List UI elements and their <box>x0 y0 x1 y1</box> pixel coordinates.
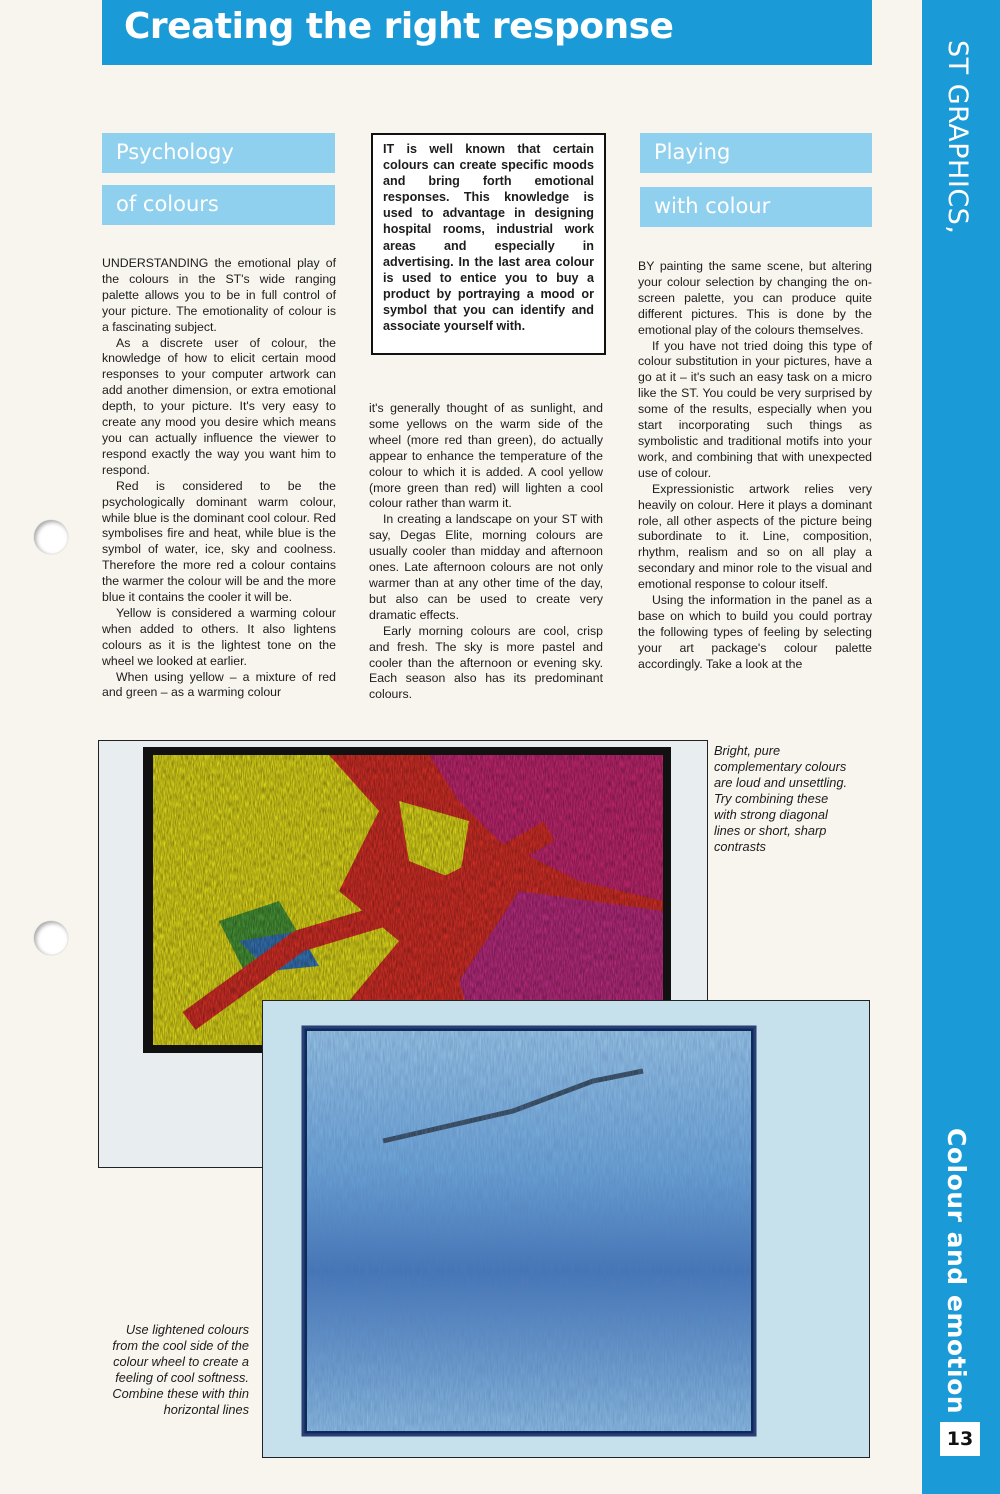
column-1 <box>102 256 336 701</box>
section-label: ST GRAPHICS, <box>942 40 973 235</box>
cool-photo <box>263 1001 871 1459</box>
col2-paragraph: In creating a landscape on your ST with say, Degas Elite, morning colours are usually cooler than midday and afternoon ones. Late afternoon colours are not only warmer than at any other time of the day, but also can be used to create very dramatic effects. <box>369 512 603 622</box>
caption-warm: Bright, pure complementary colours are loud and unsettling. Try combining these with strong diagonal lines or short, sharp contrasts <box>714 743 848 854</box>
cool-photo-frame <box>262 1000 870 1458</box>
col3-paragraph: If you have not tried doing this type of colour substitution in your pictures, have a go at it – it's such an easy task on a micro like the ST. You could be very surprised by some of the results, especially when you start incorporating such things as symbolistic and traditional motifs into your work, and combining that with unexpected use of colour. <box>638 338 872 480</box>
col3-paragraph: Using the information in the panel as a base on which to build you could portray the following types of feeling by selecting your art package's colour palette accordingly. Take a look at the <box>638 593 872 671</box>
col2-paragraph: it's generally thought of as sunlight, and some yellows on the warm side of the wheel (more red than green), do actually appear to enhance the temperature of the colour to which it is added. A cool yellow (more green than red) will lighten a cool colour rather than warm it. <box>369 401 603 511</box>
binder-hole-top <box>34 520 68 554</box>
col1-paragraph: UNDERSTANDING the emotional play of the colours in the ST's wide ranging palette allows you to be in full control of your picture. The emotionality of colour is a fascinating subject. <box>102 256 336 334</box>
right-heading-line1: Playing <box>640 133 872 173</box>
column-2 <box>369 401 603 703</box>
binder-hole-bottom <box>34 921 68 955</box>
column-3 <box>638 259 872 673</box>
col3-paragraph: BY painting the same scene, but altering your colour selection by changing the on-screen palette, you can produce quite different pictures. This is done by the emotional play of the colours themselves. <box>638 259 872 337</box>
col1-paragraph: As a discrete user of colour, the knowledge of how to elicit certain mood responses to your computer artwork can add another dimension, or extra emotional depth, to your picture. It's very easy to create any mood you desire which means you can actually influence the viewer to respond exactly the way you want him to respond. <box>102 335 336 477</box>
page-number: 13 <box>940 1422 980 1456</box>
left-heading-line1: Psychology <box>102 133 335 173</box>
col1-paragraph: Yellow is considered a warming colour when added to others. It also lightens colours as it is the lightest tone on the wheel we looked at earlier. <box>102 605 336 668</box>
topic-label: Colour and emotion <box>942 1128 971 1415</box>
col3-paragraph: Expressionistic artwork relies very heavily on colour. Here it plays a dominant role, all other aspects of the picture being subordinate to it. Line, composition, rhythm, realism and so on all play a secondary and minor role to the visual and emotional response to colour itself. <box>638 481 872 592</box>
right-heading-line2: with colour <box>640 187 872 227</box>
boxout-panel: IT is well known that certain colours can create specific moods and bring forth emotional responses. This knowledge is used to advantage in designing hospital rooms, industrial work areas and especially in advertising. In the last area colour is used to entice you to buy a product by portraying a mood or symbol that you can identify and associate yourself with. <box>371 133 606 355</box>
col1-paragraph: Red is considered to be the psychologically dominant warm colour, while blue is the dominant cool colour. Red symbolises fire and heat, while blue is the symbol of water, ice, sky and coolness. Therefore the more red a colour contains the warmer the colour will be and the more blue it contains the cooler it will be. <box>102 478 336 605</box>
col2-paragraph: Early morning colours are cool, crisp and fresh. The sky is more pastel and cooler than the afternoon or evening sky. Each season also has its predominant colours. <box>369 623 603 702</box>
caption-cool: Use lightened colours from the cool side of the colour wheel to create a feeling of cool softness. Combine these with thin horizontal lines <box>112 1322 249 1417</box>
col1-paragraph: When using yellow – a mixture of red and green – as a warming colour <box>102 669 336 700</box>
left-heading-line2: of colours <box>102 185 335 225</box>
page-title: Creating the right response <box>102 0 872 65</box>
